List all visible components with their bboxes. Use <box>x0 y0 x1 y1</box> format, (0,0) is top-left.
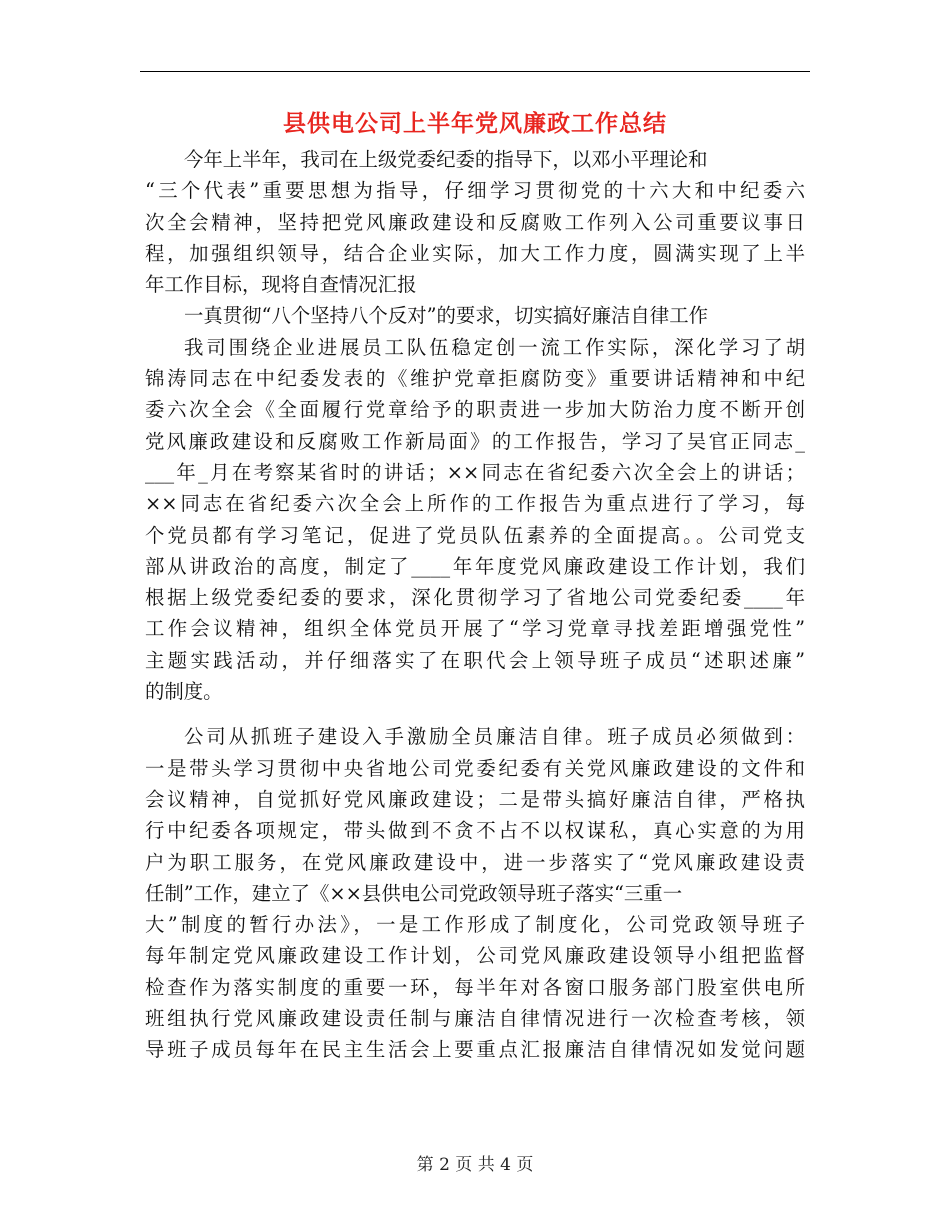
body-line: 班组执行党风廉政建设责任制与廉洁自律情况进行一次检查考核，领 <box>145 1007 805 1031</box>
page-footer: 第 2 页 共 4 页 <box>416 1155 534 1175</box>
document-title: 县供电公司上半年党风廉政工作总结 <box>283 110 667 137</box>
body-line: 每年制定党风廉政建设工作计划，公司党风廉政建设领导小组把监督 <box>145 944 805 968</box>
body-line: 检查作为落实制度的重要一环，每半年对各窗口服务部门股室供电所 <box>145 975 805 999</box>
body-line: 工作会议精神，组织全体党员开展了“学习党章寻找差距增强党性” <box>145 617 805 641</box>
body-line: 户为职工服务，在党风廉政建设中，进一步落实了“党风廉政建设责 <box>145 850 805 874</box>
body-line: 个党员都有学习笔记，促进了党员队伍素养的全面提高。。公司党支 <box>145 523 805 547</box>
body-line: 锦涛同志在中纪委发表的《维护党章拒腐防变》重要讲话精神和中纪 <box>145 367 805 391</box>
body-line: 公司从抓班子建设入手激励全员廉洁自律。班子成员必须做到： <box>184 725 805 749</box>
body-line: 主题实践活动，并仔细落实了在职代会上领导班子成员“述职述廉” <box>145 648 805 672</box>
body-line: 次全会精神，坚持把党风廉政建设和反腐败工作列入公司重要议事日 <box>145 210 805 234</box>
body-line: 年工作目标，现将自查情况汇报 <box>145 273 417 297</box>
body-line: ××同志在省纪委六次全会上所作的工作报告为重点进行了学习，每 <box>145 492 805 516</box>
body-line: 的制度。 <box>145 680 223 704</box>
body-line: 任制”工作，建立了《××县供电公司党政领导班子落实“三重一 <box>145 881 683 905</box>
paragraph-gap <box>145 707 805 721</box>
body-line: 今年上半年，我司在上级党委纪委的指导下，以邓小平理论和 <box>184 148 708 171</box>
body-line: 党风廉政建设和反腐败工作新局面》的工作报告，学习了吴官正同志_ <box>145 429 805 453</box>
header-rule <box>140 71 810 72</box>
body-line: 程，加强组织领导，结合企业实际，加大工作力度，圆满实现了上半 <box>145 241 805 265</box>
body-line: 一是带头学习贯彻中央省地公司党委纪委有关党风廉政建设的文件和 <box>145 756 805 780</box>
body-line: 一真贯彻“八个坚持八个反对”的要求，切实搞好廉洁自律工作 <box>184 304 708 328</box>
body-line: “三个代表”重要思想为指导，仔细学习贯彻党的十六大和中纪委六 <box>145 179 805 203</box>
body-line: 行中纪委各项规定，带头做到不贪不占不以权谋私，真心实意的为用 <box>145 819 805 843</box>
body-line: 根据上级党委纪委的要求，深化贯彻学习了省地公司党委纪委____年 <box>145 586 805 610</box>
document-body <box>145 144 805 1066</box>
body-line: 部从讲政治的高度，制定了____年年度党风廉政建设工作计划，我们 <box>145 554 805 578</box>
body-line: 委六次全会《全面履行党章给予的职责进一步加大防治力度不断开创 <box>145 398 805 422</box>
body-line: 大”制度的暂行办法》，一是工作形成了制度化，公司党政领导班子 <box>145 913 805 937</box>
body-line: 我司围绕企业进展员工队伍稳定创一流工作实际，深化学习了胡 <box>184 335 805 359</box>
body-line: 会议精神，自觉抓好党风廉政建设；二是带头搞好廉洁自律，严格执 <box>145 787 805 811</box>
body-line: 导班子成员每年在民主生活会上要重点汇报廉洁自律情况如发觉问题 <box>145 1038 805 1062</box>
body-line: ___年_月在考察某省时的讲话；××同志在省纪委六次全会上的讲话； <box>145 460 805 484</box>
